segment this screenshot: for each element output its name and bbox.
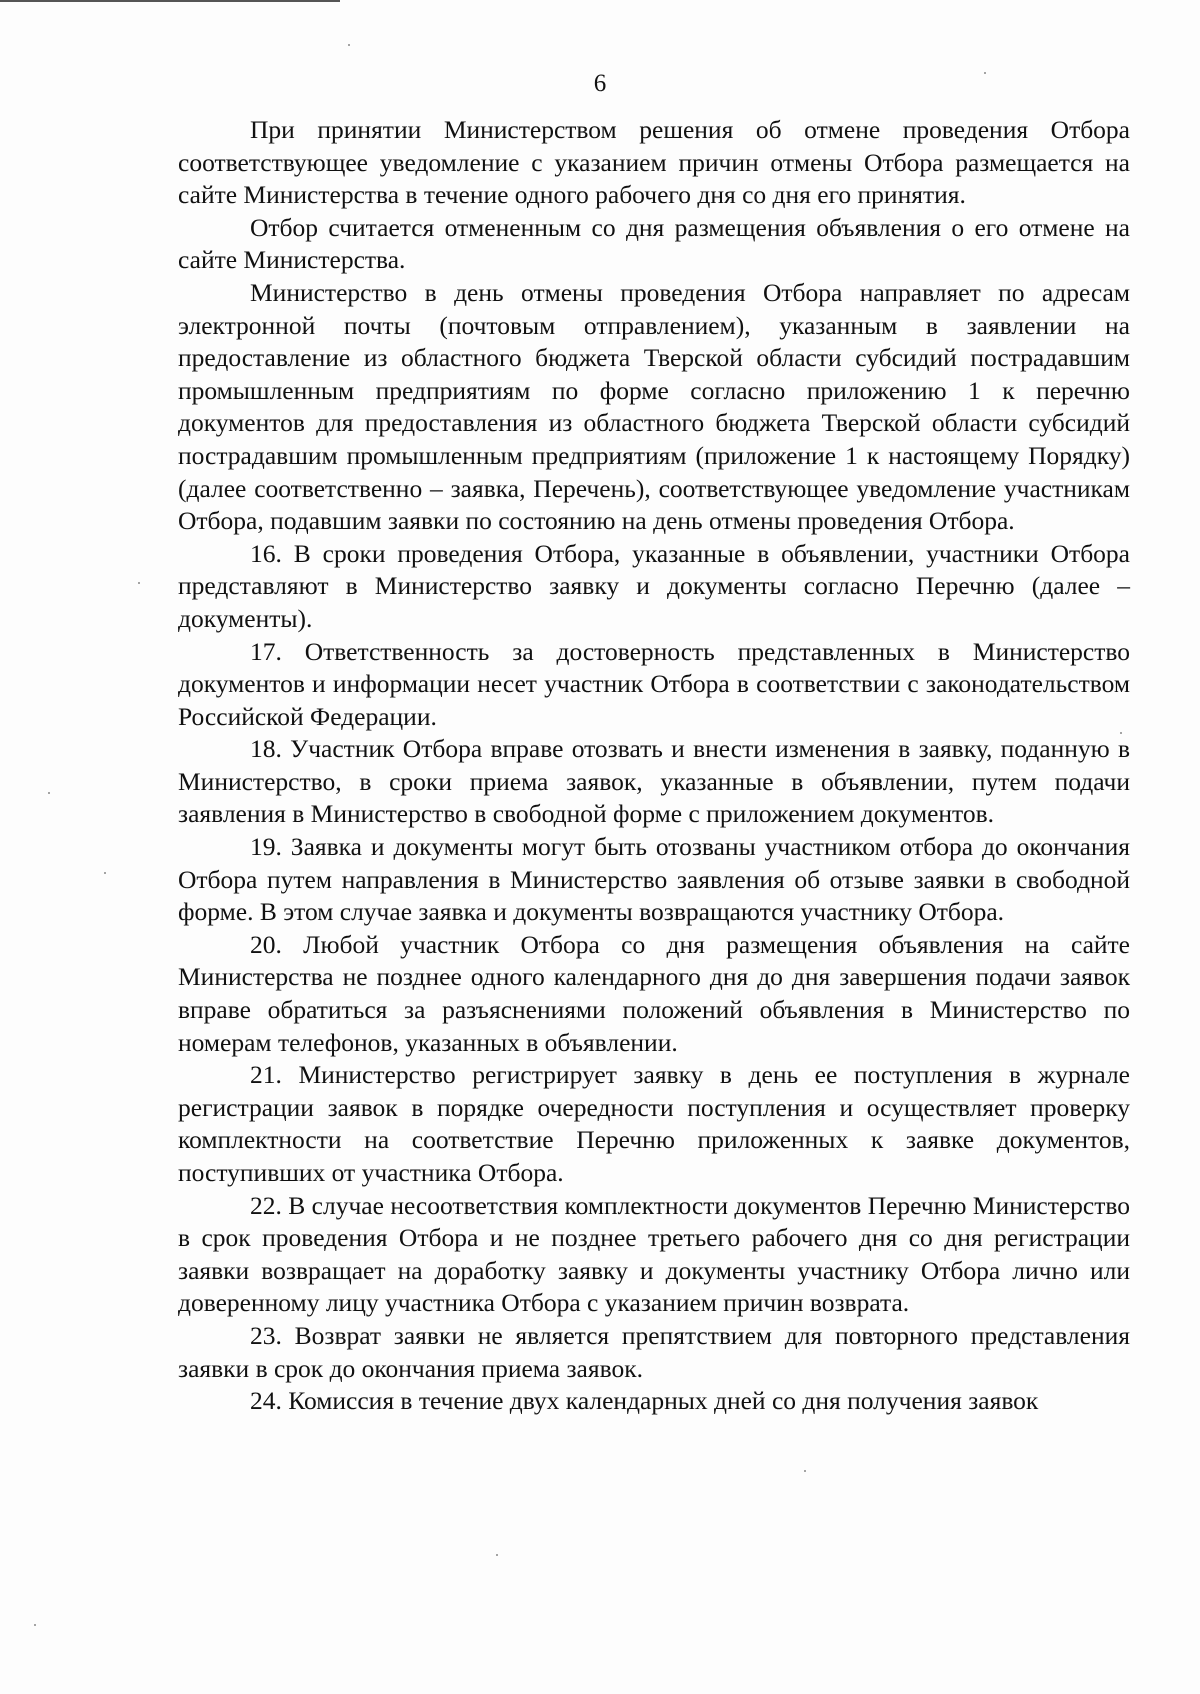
paragraph: 23. Возврат заявки не является препятствием для повторного представления заявки в срок до окончания приема заявок.: [178, 1320, 1130, 1383]
scan-speck: [348, 44, 350, 46]
paragraph: 21. Министерство регистрирует заявку в день ее поступления в журнале регистрации заявок в порядке очередности поступления и осуществляет проверку комплектности на соответствие Перечню приложенных к заявке документов, поступивших от участника Отбора.: [178, 1060, 1130, 1187]
page-number: 6: [593, 70, 607, 97]
scan-speck: [104, 872, 106, 874]
document-body: [178, 114, 1130, 1418]
paragraph: 16. В сроки проведения Отбора, указанные в объявлении, участники Отбора представляют в Министерство заявку и документы согласно Перечню (далее – документы).: [178, 538, 1130, 633]
scan-artifact-line: [0, 0, 340, 2]
paragraph: 22. В случае несоответствия комплектности документов Перечню Министерство в срок проведения Отбора и не позднее третьего рабочего дня со дня регистрации заявки возвращает на доработку заявку и документы участнику Отбора лично или доверенному лицу участника Отбора с указанием причин возврата.: [178, 1190, 1130, 1318]
paragraph: 24. Комиссия в течение двух календарных дней со дня получения заявок: [250, 1386, 1039, 1416]
scan-speck: [34, 1624, 36, 1626]
scan-speck: [804, 1470, 806, 1472]
paragraph: Отбор считается отмененным со дня размещения объявления о его отмене на сайте Министерства.: [178, 212, 1130, 275]
paragraph: 17. Ответственность за достоверность представленных в Министерство документов и информации несет участник Отбора в соответствии с законодательством Российской Федерации.: [178, 636, 1130, 731]
paragraph: 18. Участник Отбора вправе отозвать и внести изменения в заявку, поданную в Министерство, в сроки приема заявок, указанные в объявлении, путем подачи заявления в Министерство в свободной форме с приложением документов.: [178, 734, 1130, 829]
scan-speck: [496, 1554, 498, 1556]
paragraph: При принятии Министерством решения об отмене проведения Отбора соответствующее уведомление с указанием причин отмены Отбора размещается на сайте Министерства в течение одного рабочего дня со дня его принятия.: [178, 115, 1130, 210]
paragraph: Министерство в день отмены проведения Отбора направляет по адресам электронной почты (почтовым отправлением), указанным в заявлении на предоставление из областного бюджета Тверской области субсидий пострадавшим промышленным предприятиям по форме согласно приложению 1 к перечню документов для предоставления из областного бюджета Тверской области субсидий пострадавшим промышленным предприятиям (приложение 1 к настоящему Порядку) (далее соответственно – заявка, Перечень), соответствующее уведомление участникам Отбора, подавшим заявки по состоянию на день отмены проведения Отбора.: [178, 277, 1130, 536]
paragraph: 20. Любой участник Отбора со дня размещения объявления на сайте Министерства не позднее одного календарного дня до дня завершения подачи заявок вправе обратиться за разъяснениями положений объявления в Министерство по номерам телефонов, указанных в объявлении.: [178, 929, 1130, 1057]
paragraph: 19. Заявка и документы могут быть отозваны участником отбора до окончания Отбора путем направления в Министерство заявления об отзыве заявки в свободной форме. В этом случае заявка и документы возвращаются участнику Отбора.: [178, 832, 1130, 927]
scan-speck: [138, 582, 140, 584]
scan-speck: [48, 792, 50, 794]
